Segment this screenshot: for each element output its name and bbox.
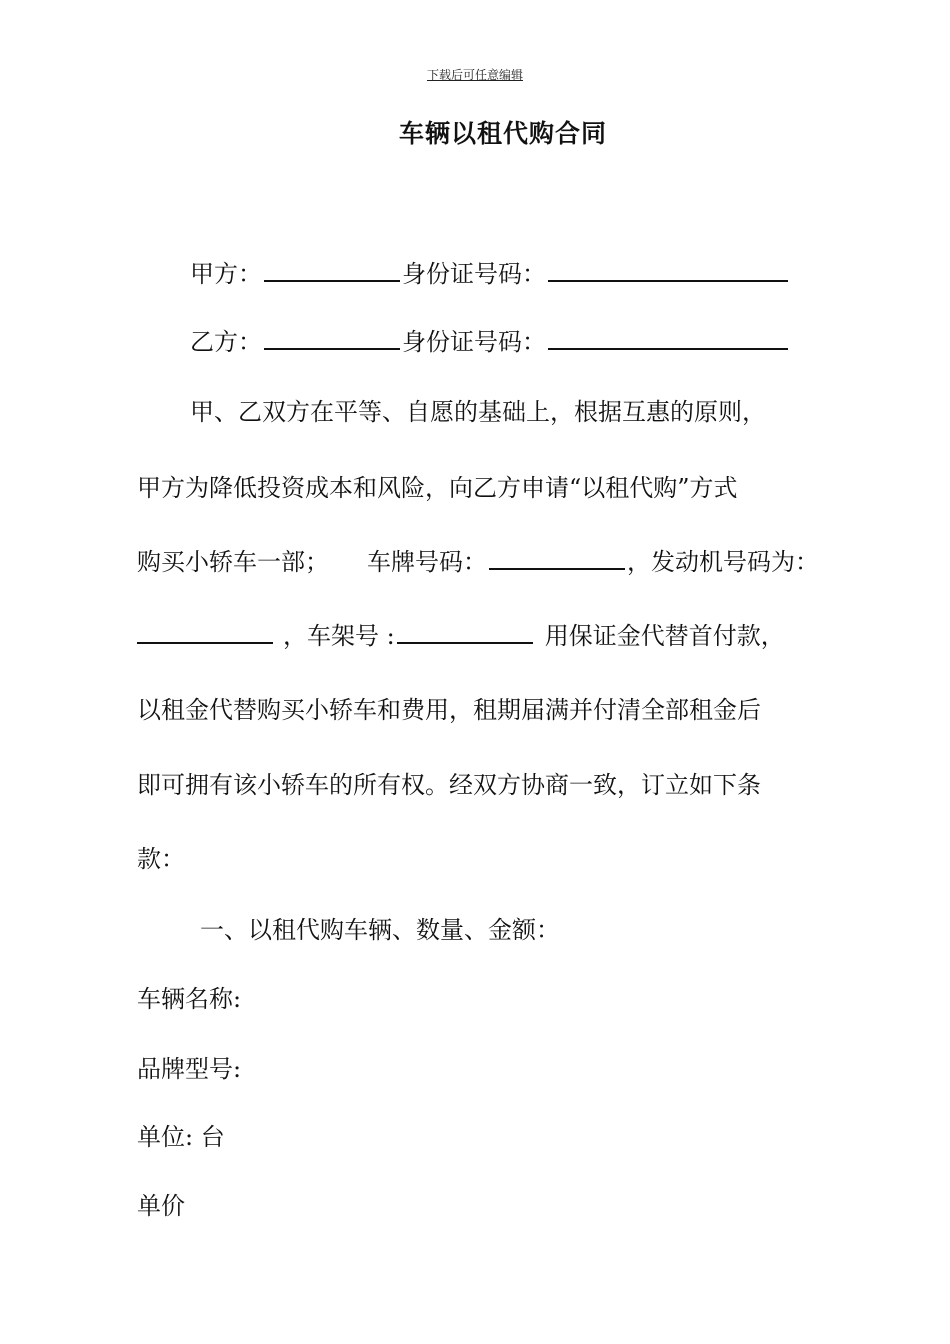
paragraph-line: 甲方为降低投资成本和风险，向乙方申请“以租代购”方式 [137,474,738,502]
party-a-name-blank[interactable] [264,260,400,282]
paragraph-line-vin [137,620,785,652]
header-note: 下载后可任意编辑 [426,68,523,82]
plate-number-blank[interactable] [489,548,625,570]
party-a-id-label: 身份证号码： [402,260,546,288]
deposit-text: 用保证金代替首付款， [544,622,785,650]
purchase-text: 购买小轿车一部； [137,548,329,576]
party-b-name-blank[interactable] [264,328,400,350]
paragraph-line: 款： [137,845,185,873]
brand-model-label: 品牌型号: [137,1055,242,1083]
unit-price-label: 单价 [137,1192,185,1220]
vin-blank[interactable] [397,622,533,644]
party-a-line [190,258,790,290]
paragraph-line: 以租金代替购买小轿车和费用，租期届满并付清全部租金后 [137,696,761,724]
comma-text: ， [283,622,307,650]
plate-label: 车牌号码： [367,548,487,576]
paragraph-line: 即可拥有该小轿车的所有权。经双方协商一致，订立如下条 [137,771,761,799]
party-a-label: 甲方： [190,260,262,288]
party-b-label: 乙方： [190,328,262,356]
paragraph-line-plate [137,546,819,578]
party-a-id-blank[interactable] [548,260,788,282]
engine-number-blank[interactable] [137,622,273,644]
party-b-id-label: 身份证号码： [402,328,546,356]
vehicle-name-label: 车辆名称: [137,985,242,1013]
unit-label: 单位: 台 [137,1123,225,1151]
section-1-heading: 一、以租代购车辆、数量、金额： [200,916,560,944]
vin-label: 车架号 : [307,622,395,650]
document-title: 车辆以租代购合同 [398,119,607,148]
party-b-id-blank[interactable] [548,328,788,350]
party-b-line [190,326,790,358]
paragraph-line: 甲、乙双方在平等、自愿的基础上，根据互惠的原则， [190,398,766,426]
engine-label: ，发动机号码为： [627,548,819,576]
